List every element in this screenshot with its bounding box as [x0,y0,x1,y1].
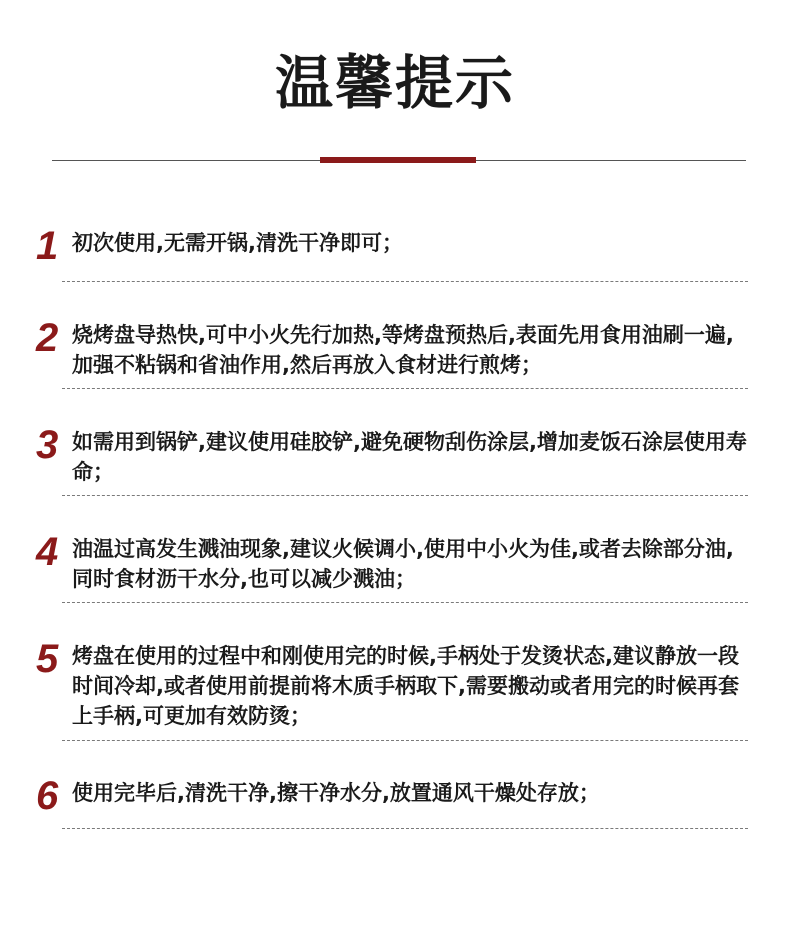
tip-number: 2 [36,316,59,360]
tip-text: 初次使用,无需开锅,清洗干净即可； [72,231,403,255]
tip-number: 4 [36,530,59,574]
tip-text: 油温过高发生溅油现象,建议火候调小,使用中小火为佳,或者去除部分油,同时食材沥干水分,也可以减少溅油； [72,537,734,591]
tip-text: 如需用到锅铲,建议使用硅胶铲,避免硬物刮伤涂层,增加麦饭石涂层使用寿命； [72,430,747,484]
tip-divider [62,602,748,603]
tip-text: 烤盘在使用的过程中和刚使用完的时候,手柄处于发烫状态,建议静放一段时间冷却,或者使用前提前将木质手柄取下,需要搬动或者用完的时候再套上手柄,可更加有效防烫； [72,644,739,728]
tip-divider [62,281,748,282]
tip-number: 3 [36,423,59,467]
tip-number: 1 [36,224,59,268]
tip-divider [62,740,748,741]
tip-divider [62,828,748,829]
tip-text: 烧烤盘导热快,可中小火先行加热,等烤盘预热后,表面先用食用油刷一遍,加强不粘锅和省油作用,然后再放入食材进行煎烤； [72,323,734,377]
tip-divider [62,495,748,496]
tip-number: 6 [36,774,59,818]
title-accent-bar [320,157,476,163]
tip-divider [62,388,748,389]
tip-text: 使用完毕后,清洗干净,擦干净水分,放置通风干燥处存放； [72,781,600,805]
tip-number: 5 [36,637,59,681]
page-title: 温馨提示 [274,49,515,117]
